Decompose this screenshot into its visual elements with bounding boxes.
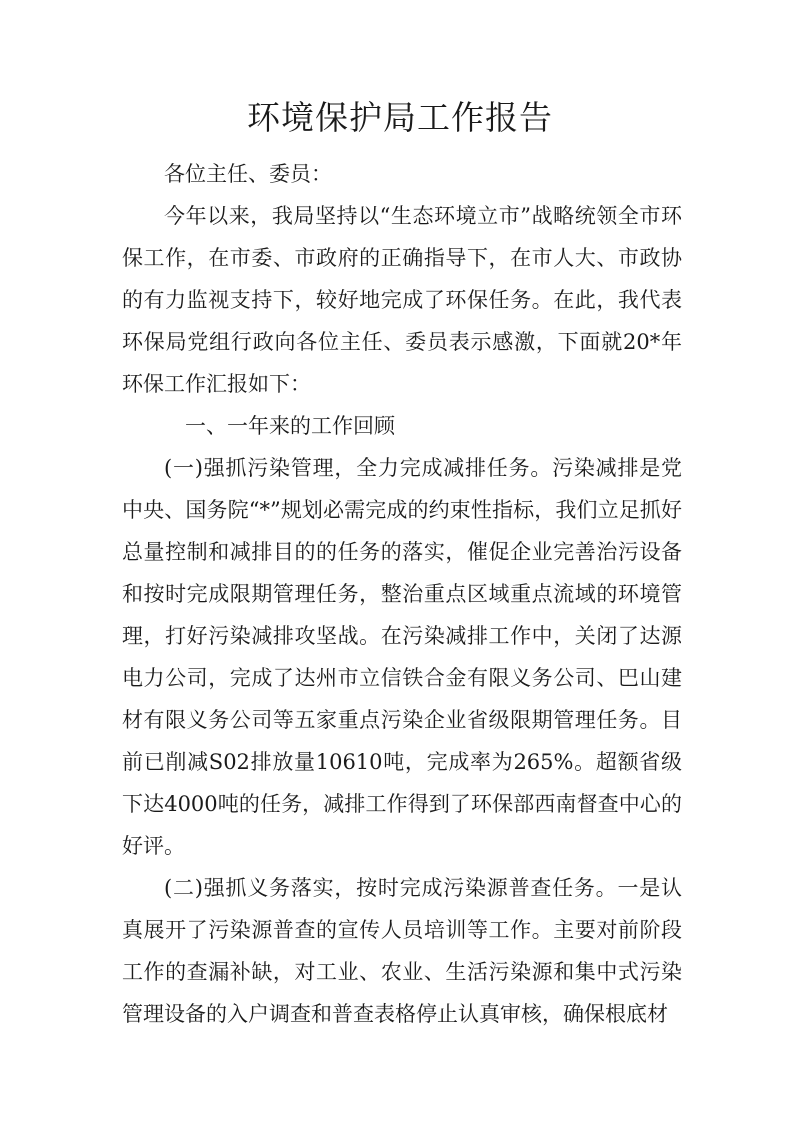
document-title: 环境保护局工作报告 [247,98,553,137]
body-paragraph: (一)强抓污染管理，全力完成减排任务。污染减排是党中央、国务院“*”规划必需完成的约束性指标，我们立足抓好总量控制和减排目的的任务的落实，催促企业完善治污设备和按时完成限期管理任务，整治重点区域重点流域的环境管理，打好污染减排攻坚战。在污染减排工作中，关闭了达源电力公司，完成了达州市立信铁合金有限义务公司、巴山建材有限义务公司等五家重点污染企业省级限期管理任务。目前已削减S02排放量10610吨，完成率为265%。超额省级下达4000吨的任务，减排工作得到了环保部西南督查中心的好评。 [122,456,682,858]
salutation: 各位主任、委员： [164,162,332,186]
document-body [122,153,682,1035]
section-heading: 一、一年来的工作回顾 [185,414,395,438]
body-paragraph: (二)强抓义务落实，按时完成污染源普查任务。一是认真展开了污染源普查的宣传人员培训等工作。主要对前阶段工作的查漏补缺，对工业、农业、生活污染源和集中式污染管理设备的入户调查和普查表格停止认真审核，确保根底材 [122,876,682,1026]
intro-paragraph: 今年以来，我局坚持以“生态环境立市”战略统领全市环保工作，在市委、市政府的正确指导下，在市人大、市政协的有力监视支持下，较好地完成了环保任务。在此，我代表环保局党组行政向各位主任、委员表示感激，下面就20*年环保工作汇报如下： [122,204,682,396]
